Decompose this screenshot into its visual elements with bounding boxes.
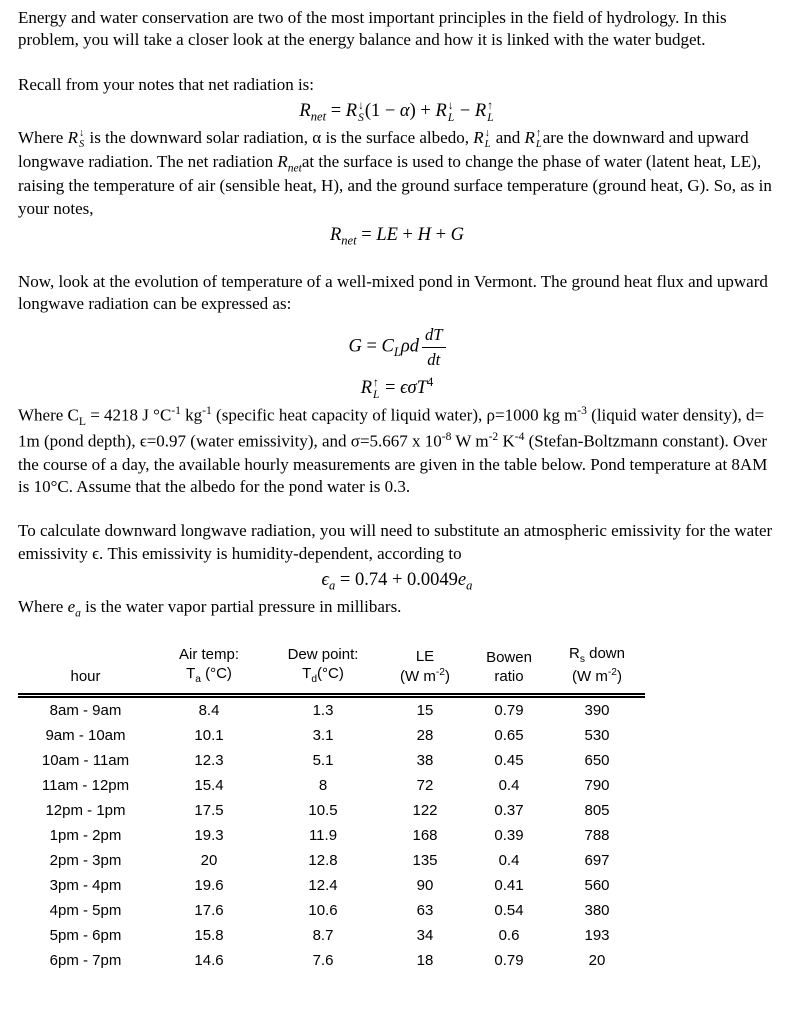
- table-cell: 530: [584, 726, 610, 744]
- header-line1: Bowen: [486, 648, 532, 666]
- table-row: [18, 923, 645, 948]
- table-row: [18, 748, 645, 773]
- header-line2: (W $m^{-2}$): [400, 667, 450, 686]
- equation-net-radiation: $R_{net} = R$ ↓ S (1 − α) + R ↓ L − R ↑ L: [299, 100, 494, 125]
- table-header-dew-point: [265, 641, 381, 695]
- table-cell: 8: [318, 776, 328, 794]
- header-line2: $T_d(^\circ C)$: [302, 665, 344, 686]
- table-cell: 193: [584, 926, 610, 944]
- table-cell: 17.5: [194, 801, 224, 819]
- table-row: [18, 798, 645, 823]
- table-row: [18, 823, 645, 848]
- table-cell: 0.41: [494, 876, 524, 894]
- table-cell: 12.8: [308, 851, 338, 869]
- sub-sup-stack: ↓ S: [78, 128, 85, 151]
- table-cell: 0.39: [494, 826, 524, 844]
- table-cell: 17.6: [194, 901, 224, 919]
- table-cell: 7.6: [312, 951, 334, 969]
- table-cell: 10am - 11am: [41, 751, 130, 769]
- paragraph-constants: Where $C_L = 4218$ J $^\circ C^{-1}$ $kg^{-1}$ (specific heat capacity of liquid water), ρ=1000 kg $m^{-3}$ (liquid water density), d= 1m (pond depth), ϵ=0.97 (water emissivity), and σ=5.667 x $10^{-8}$ W $m^{-2}$ $K^{-4}$ (Stefan-Boltzmann constant). Over the course of a day, the available hourly measurements are given in the table below. Pond temperature at 8AM is 10°C. Assume that the albedo for the pond water is 0.3.: [18, 404, 768, 496]
- table-cell: 20: [200, 851, 218, 869]
- table-cell: 63: [416, 901, 434, 919]
- table-header-latent-heat: [381, 641, 469, 695]
- paragraph-atmospheric-emissivity: To calculate downward longwave radiation, you will need to substitute an atmospheric emissivity for the water emissivity ϵ. This emissivity is humidity-dependent, according to: [18, 521, 773, 563]
- table-cell: 5.1: [312, 751, 334, 769]
- header-line1: Dew point:: [287, 645, 359, 663]
- table-cell: 1pm - 2pm: [49, 826, 122, 844]
- sub-sup-stack: ↑ L: [535, 128, 542, 151]
- header-line1: [24, 648, 147, 667]
- table-row: [18, 948, 645, 973]
- document-page: [18, 7, 776, 973]
- table-cell: 10.1: [194, 726, 224, 744]
- equation-ground-heat-flux: $G = C_L\rho d$ $\frac{dT}{dt}$: [18, 324, 776, 370]
- table-cell: 12pm - 1pm: [45, 801, 126, 819]
- equation-atmospheric-emissivity: $\epsilon_a = 0.74 + 0.0049e_a$: [321, 570, 473, 593]
- table-cell: 0.79: [494, 701, 524, 719]
- table-cell: 20: [588, 951, 606, 969]
- paragraph-pond-vermont: Now, look at the evolution of temperature of a well-mixed pond in Vermont. The ground heat flux and upward longwave radiation can be expressed as:: [18, 272, 768, 314]
- table-cell: 697: [584, 851, 610, 869]
- table-cell: 34: [416, 926, 434, 944]
- header-line1: Air temp:: [178, 645, 239, 663]
- table-cell: 15.8: [194, 926, 224, 944]
- table-cell: 560: [584, 876, 610, 894]
- header-line1: LE: [415, 647, 435, 665]
- table-cell: 5pm - 6pm: [49, 926, 122, 944]
- table-cell: 8am - 9am: [49, 701, 122, 719]
- table-cell: 3pm - 4pm: [49, 876, 122, 894]
- table-header-rs-down: [549, 641, 645, 695]
- table-cell: 3.1: [312, 726, 334, 744]
- header-line1: $R_s$ down: [569, 644, 625, 665]
- table-body: [18, 695, 645, 973]
- hourly-measurements-table: [18, 641, 645, 973]
- sub-sup-stack: ↑ L: [373, 377, 380, 402]
- table-row: [18, 848, 645, 873]
- table-cell: 790: [584, 776, 610, 794]
- table-row: [18, 695, 645, 723]
- table-cell: 11am - 12pm: [41, 776, 130, 794]
- table-cell: 380: [584, 901, 610, 919]
- header-line2: hour: [70, 668, 101, 686]
- table-cell: 15.4: [194, 776, 224, 794]
- fraction: $\frac{dT}{dt}$: [422, 324, 446, 370]
- table-row: [18, 898, 645, 923]
- table-cell: 135: [412, 851, 438, 869]
- table-header-air-temp: [153, 641, 265, 695]
- paragraph-vapor-pressure: Where $e_a$ is the water vapor partial pressure in millibars.: [18, 597, 402, 620]
- table-cell: 90: [416, 876, 434, 894]
- sub-sup-stack: ↓ L: [447, 100, 455, 125]
- table-cell: 10.5: [308, 801, 338, 819]
- table-cell: 15: [416, 701, 434, 719]
- table-cell: 0.54: [494, 901, 524, 919]
- table-cell: 19.6: [194, 876, 224, 894]
- table-cell: 38: [416, 751, 434, 769]
- table-cell: 168: [412, 826, 438, 844]
- table-cell: 12.4: [308, 876, 338, 894]
- table-cell: 4pm - 5pm: [49, 901, 122, 919]
- table-cell: 0.4: [498, 776, 520, 794]
- table-cell: 10.6: [308, 901, 338, 919]
- table-cell: 19.3: [194, 826, 224, 844]
- table-cell: 1.3: [312, 701, 334, 719]
- header-line2: (W $m^{-2}$): [572, 667, 622, 686]
- table-cell: 2pm - 3pm: [49, 851, 122, 869]
- table-cell: 650: [584, 751, 610, 769]
- table-cell: 0.4: [498, 851, 520, 869]
- table-cell: 8.4: [198, 701, 220, 719]
- table-row: [18, 873, 645, 898]
- paragraph-net-radiation-explanation: Where R ↓ S is the downward solar radiation, α is the surface albedo, R ↓ L and R ↑ L are the downward and upward longwave radiation. The net radiation $R_{net}at$ the surface is used to change the phase of water (latent heat, LE), raising the temperature of air (sensible heat, H), and the ground surface temperature (ground heat, G). So, as in your notes,: [18, 128, 772, 218]
- table-cell: 0.79: [494, 951, 524, 969]
- table-cell: 6pm - 7pm: [49, 951, 122, 969]
- paragraph-intro: Energy and water conservation are two of the most important principles in the field of hydrology. In this problem, you will take a closer look at the energy balance and how it is linked with the water budget.: [18, 8, 727, 50]
- table-cell: 122: [412, 801, 438, 819]
- table-header-hour: [18, 641, 153, 695]
- table-cell: 390: [584, 701, 610, 719]
- table-cell: 0.65: [494, 726, 524, 744]
- table-cell: 805: [584, 801, 610, 819]
- table-cell: 28: [416, 726, 434, 744]
- table-header-row: [18, 641, 645, 695]
- table-row: [18, 723, 645, 748]
- equation-energy-balance: $R_{net}$ = LE + H + G: [329, 225, 465, 248]
- table-cell: 8.7: [312, 926, 334, 944]
- sub-sup-stack: ↓ S: [358, 100, 364, 125]
- table-cell: 9am - 10am: [45, 726, 126, 744]
- table-cell: 18: [416, 951, 434, 969]
- sub-sup-stack: ↑ L: [487, 100, 494, 125]
- paragraph-recall-net-radiation: Recall from your notes that net radiation is:: [18, 74, 315, 94]
- table-cell: 0.6: [498, 926, 520, 944]
- equation-upward-longwave: R ↑ L = ϵσT$^4$: [360, 375, 434, 402]
- table-header: [18, 641, 645, 695]
- sub-sup-stack: ↓ L: [484, 128, 491, 151]
- table-row: [18, 773, 645, 798]
- table-cell: 11.9: [308, 826, 338, 844]
- table-cell: 0.45: [494, 751, 524, 769]
- table-cell: 0.37: [494, 801, 524, 819]
- header-line2: $T_a$ (°C): [186, 665, 232, 686]
- header-line2: ratio: [494, 668, 524, 686]
- table-header-bowen-ratio: [469, 641, 549, 695]
- table-cell: 72: [416, 776, 434, 794]
- table-cell: 788: [584, 826, 610, 844]
- table-cell: 12.3: [194, 751, 224, 769]
- table-cell: 14.6: [194, 951, 224, 969]
